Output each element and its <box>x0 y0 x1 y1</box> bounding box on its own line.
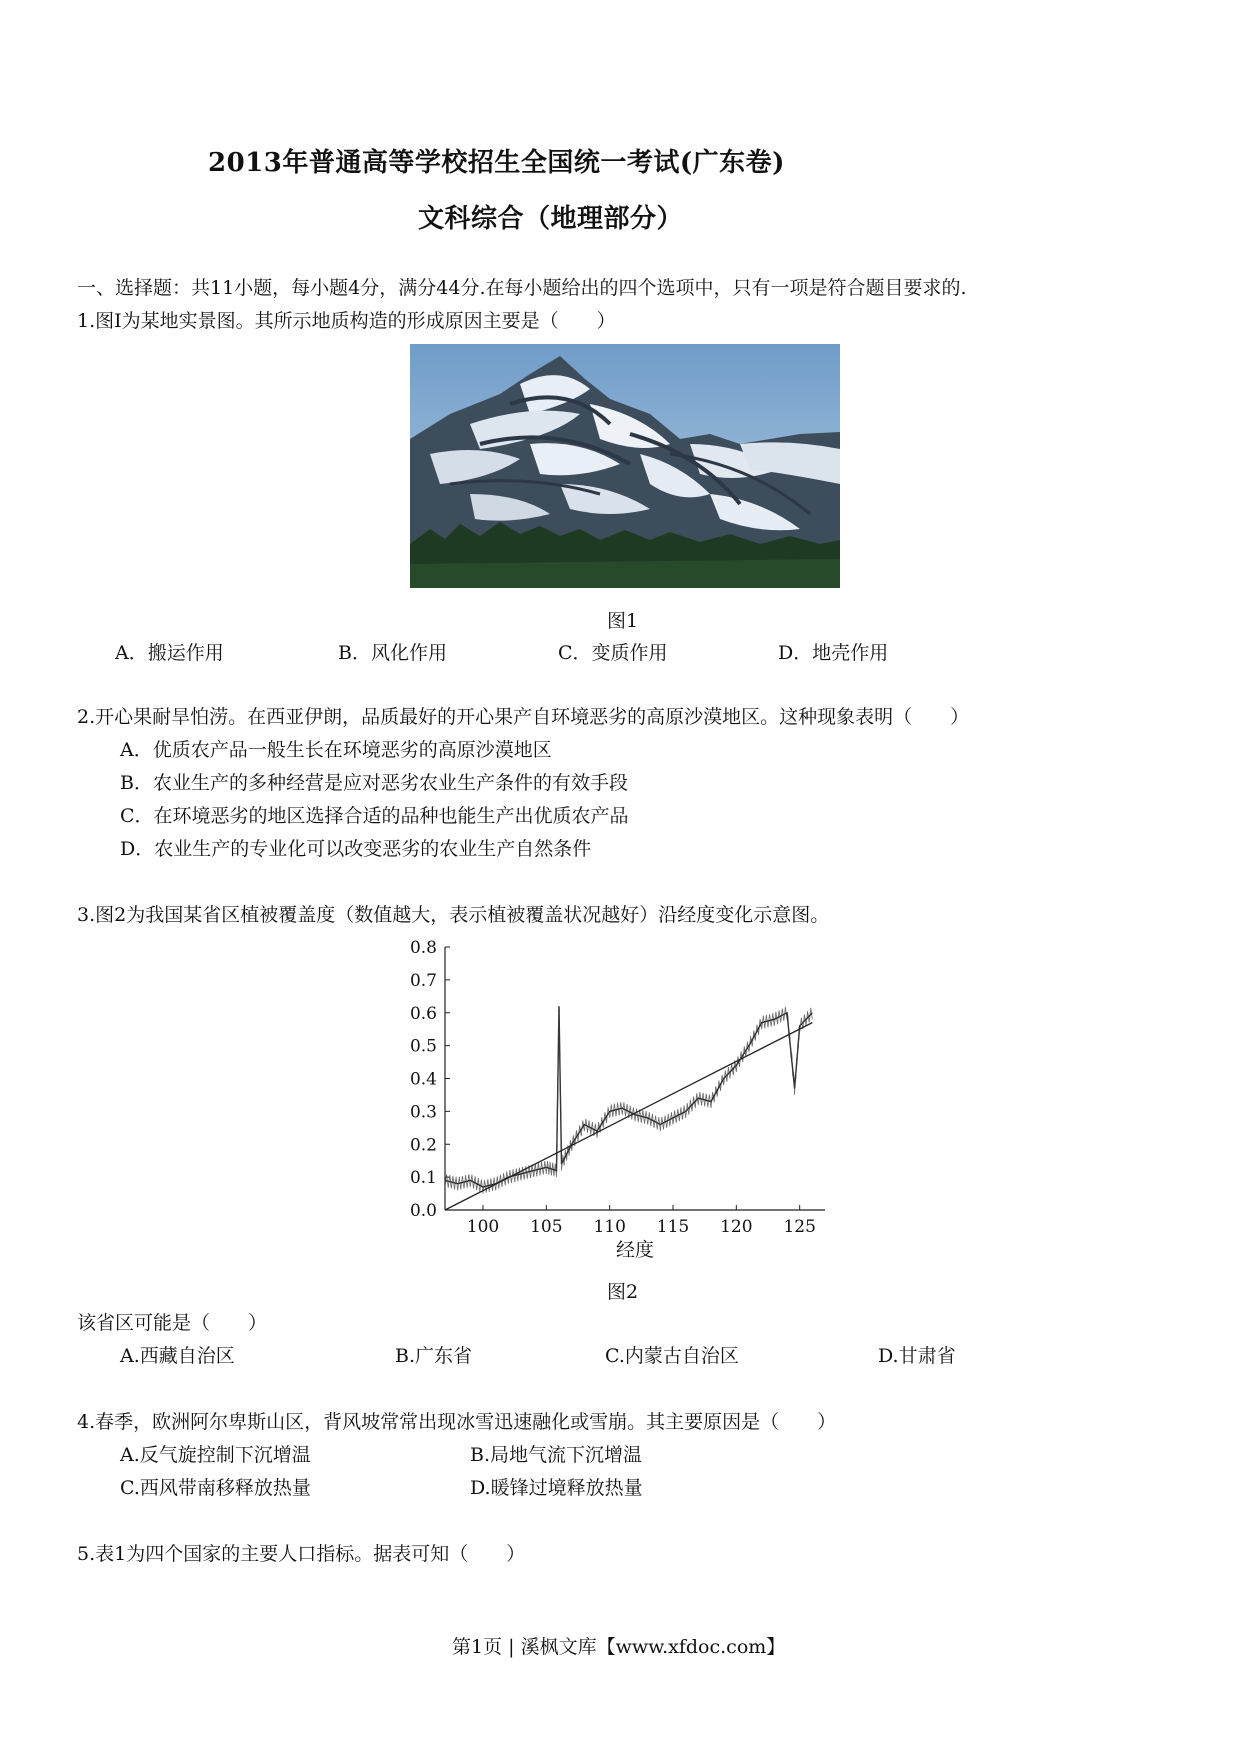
y-tick-label: 0.4 <box>409 1069 437 1090</box>
x-tick-label: 115 <box>656 1217 690 1237</box>
section-intro: 一、选择题：共11小题，每小题4分，满分44分.在每小题给出的四个选项中，只有一项是符合题目要求的. <box>77 277 967 299</box>
q2-option-a[interactable]: A．优质农产品一般生长在环境恶劣的高原沙漠地区 <box>120 739 552 761</box>
q3-option-c[interactable]: C.内蒙古自治区 <box>605 1345 739 1367</box>
q1-option-c[interactable]: C．变质作用 <box>558 642 668 664</box>
y-tick-label: 0.2 <box>409 1135 437 1156</box>
q2-option-c[interactable]: C．在环境恶劣的地区选择合适的品种也能生产出优质农产品 <box>120 805 629 827</box>
figure-2-caption: 图2 <box>607 1281 639 1303</box>
q3-option-b[interactable]: B.广东省 <box>395 1345 473 1367</box>
figure-1-caption: 图1 <box>607 610 639 632</box>
x-axis-label: 经度 <box>615 1239 655 1261</box>
q4-option-d[interactable]: D.暖锋过境释放热量 <box>470 1477 643 1499</box>
y-tick-label: 0.3 <box>409 1102 437 1123</box>
q1-option-d[interactable]: D．地壳作用 <box>778 642 889 664</box>
question-4-stem: 4.春季，欧洲阿尔卑斯山区，背风坡常常出现冰雪迅速融化或雪崩。其主要原因是（ ） <box>77 1411 837 1433</box>
series-coverage-line <box>445 1006 812 1187</box>
q4-option-a[interactable]: A.反气旋控制下沉增温 <box>120 1444 311 1466</box>
y-tick-label: 0.6 <box>409 1003 437 1024</box>
q3-option-a[interactable]: A.西藏自治区 <box>120 1345 235 1367</box>
q2-option-d[interactable]: D．农业生产的专业化可以改变恶劣的农业生产自然条件 <box>120 838 592 860</box>
y-tick-label: 0.5 <box>409 1036 437 1057</box>
y-tick-label: 0.8 <box>409 938 437 958</box>
q4-option-c[interactable]: C.西风带南移释放热量 <box>120 1477 311 1499</box>
q1-option-b[interactable]: B．风化作用 <box>338 642 447 664</box>
q1-option-a[interactable]: A．搬运作用 <box>115 642 224 664</box>
x-tick-label: 100 <box>466 1217 500 1237</box>
page-title: 2013年普通高等学校招生全国统一考试(广东卷) <box>208 148 785 178</box>
q4-option-b[interactable]: B.局地气流下沉增温 <box>470 1444 643 1466</box>
x-tick-label: 110 <box>593 1217 626 1237</box>
question-3-stem: 3.图2为我国某省区植被覆盖度（数值越大，表示植被覆盖状况越好）沿经度变化示意图。 <box>77 904 830 926</box>
vegetation-coverage-chart <box>395 935 835 1265</box>
mountain-photo <box>410 344 840 588</box>
x-tick-label: 120 <box>720 1217 753 1237</box>
question-1-stem: 1.图I为某地实景图。其所示地质构造的形成原因主要是（ ） <box>77 310 616 332</box>
y-tick-label: 0.0 <box>409 1201 437 1221</box>
question-3-followup: 该省区可能是（ ） <box>77 1312 268 1334</box>
q2-option-b[interactable]: B．农业生产的多种经营是应对恶劣农业生产条件的有效手段 <box>120 772 628 794</box>
x-tick-label: 105 <box>530 1217 563 1237</box>
y-tick-label: 0.1 <box>409 1168 437 1189</box>
series-coverage-noise <box>445 1007 812 1194</box>
trend-line <box>445 1023 812 1210</box>
x-tick-label: 125 <box>783 1217 816 1237</box>
question-5-stem: 5.表1为四个国家的主要人口指标。据表可知（ ） <box>77 1543 526 1565</box>
question-2-stem: 2.开心果耐旱怕涝。在西亚伊朗，品质最好的开心果产自环境恶劣的高原沙漠地区。这种现象表明（ ） <box>77 706 970 728</box>
page-subtitle: 文科综合（地理部分） <box>418 204 684 234</box>
q3-option-d[interactable]: D.甘肃省 <box>878 1345 956 1367</box>
page-footer: 第1页 | 溪枫文库【www.xfdoc.com】 <box>452 1636 786 1658</box>
y-tick-label: 0.7 <box>409 970 437 991</box>
